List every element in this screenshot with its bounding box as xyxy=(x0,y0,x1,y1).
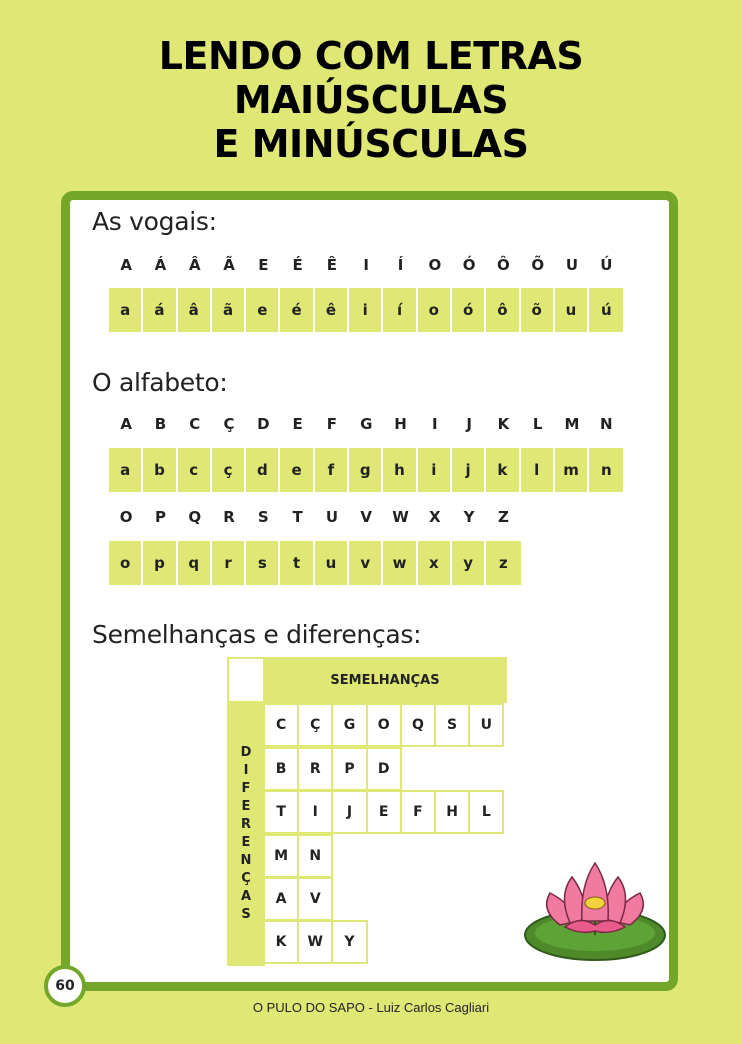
letter-cell: A xyxy=(109,402,143,446)
differences-letter: Ç xyxy=(241,870,251,886)
alphabet-lowercase-row-1 xyxy=(109,448,623,492)
letter-cell: u xyxy=(315,541,349,585)
letter-cell: ó xyxy=(452,288,486,332)
letter-cell: P xyxy=(143,495,177,539)
letter-cell: R xyxy=(212,495,246,539)
letter-cell: í xyxy=(383,288,417,332)
table-letter-cell: C xyxy=(263,703,299,747)
letter-cell: Ó xyxy=(452,243,486,287)
title-line-2: MAIÚSCULAS xyxy=(233,78,509,122)
letter-cell: Õ xyxy=(521,243,555,287)
table-letter-cell: G xyxy=(331,703,367,747)
letter-cell: i xyxy=(418,448,452,492)
table-letter-cell: N xyxy=(297,834,333,878)
letter-cell: T xyxy=(280,495,314,539)
letter-cell: L xyxy=(521,402,555,446)
table-letter-cell: J xyxy=(331,790,367,834)
letter-cell: Á xyxy=(143,243,177,287)
letter-cell: w xyxy=(383,541,417,585)
title-line-1: LENDO COM LETRAS xyxy=(158,34,584,78)
letter-cell: O xyxy=(418,243,452,287)
letter-cell: f xyxy=(315,448,349,492)
table-letter-cell: H xyxy=(434,790,470,834)
letter-cell: U xyxy=(315,495,349,539)
letter-cell: õ xyxy=(521,288,555,332)
letter-cell: j xyxy=(452,448,486,492)
letter-cell: A xyxy=(109,243,143,287)
letter-cell: k xyxy=(486,448,520,492)
letter-cell: Í xyxy=(383,243,417,287)
table-letter-cell: U xyxy=(468,703,504,747)
letter-cell: c xyxy=(178,448,212,492)
table-letter-cell: O xyxy=(366,703,402,747)
letter-cell: H xyxy=(383,402,417,446)
letter-cell: o xyxy=(418,288,452,332)
vowels-heading: As vogais: xyxy=(92,207,217,236)
differences-letter: S xyxy=(241,906,251,922)
letter-cell: S xyxy=(246,495,280,539)
letter-cell: x xyxy=(418,541,452,585)
table-letter-cell: E xyxy=(366,790,402,834)
letter-cell: ú xyxy=(589,288,623,332)
letter-cell: ã xyxy=(212,288,246,332)
letter-cell: a xyxy=(109,288,143,332)
table-letter-cell: I xyxy=(297,790,333,834)
differences-letter: A xyxy=(240,888,252,904)
letter-cell: M xyxy=(555,402,589,446)
letter-cell: ô xyxy=(486,288,520,332)
table-letter-cell: Ç xyxy=(297,703,333,747)
letter-cell: d xyxy=(246,448,280,492)
letter-cell: N xyxy=(589,402,623,446)
letter-cell: i xyxy=(349,288,383,332)
letter-cell: h xyxy=(383,448,417,492)
table-letter-cell: T xyxy=(263,790,299,834)
letter-cell: q xyxy=(178,541,212,585)
letter-cell: l xyxy=(521,448,555,492)
table-letter-cell: M xyxy=(263,834,299,878)
letter-cell: y xyxy=(452,541,486,585)
letter-cell: E xyxy=(246,243,280,287)
title-line-3: E MINÚSCULAS xyxy=(213,122,529,166)
letter-cell: Ç xyxy=(212,402,246,446)
letter-cell: Ú xyxy=(589,243,623,287)
letter-cell: Â xyxy=(178,243,212,287)
page-title xyxy=(0,34,742,166)
letter-cell: u xyxy=(555,288,589,332)
table-letter-cell: L xyxy=(468,790,504,834)
vowels-uppercase-row xyxy=(109,243,623,287)
letter-cell: t xyxy=(280,541,314,585)
letter-cell: J xyxy=(452,402,486,446)
table-letter-cell: P xyxy=(331,747,367,791)
letter-cell: s xyxy=(246,541,280,585)
letter-cell: ç xyxy=(212,448,246,492)
letter-cell: É xyxy=(280,243,314,287)
letter-cell: p xyxy=(143,541,177,585)
table-letter-cell: D xyxy=(366,747,402,791)
differences-letter: I xyxy=(243,762,249,778)
letter-cell: g xyxy=(349,448,383,492)
page-number-badge: 60 xyxy=(44,965,86,1007)
water-lily-illustration xyxy=(520,855,670,965)
differences-letter: E xyxy=(241,834,251,850)
letter-cell: ê xyxy=(315,288,349,332)
letter-cell: o xyxy=(109,541,143,585)
letter-cell: Q xyxy=(178,495,212,539)
table-letter-cell: Q xyxy=(400,703,436,747)
similarities-heading: Semelhanças e diferenças: xyxy=(92,620,422,649)
table-letter-cell: K xyxy=(263,920,299,964)
table-letter-cell: R xyxy=(297,747,333,791)
letter-cell: b xyxy=(143,448,177,492)
table-letter-cell: V xyxy=(297,877,333,921)
table-corner-cell xyxy=(227,657,265,703)
letter-cell: m xyxy=(555,448,589,492)
alphabet-uppercase-row-1 xyxy=(109,402,623,446)
letter-cell: C xyxy=(178,402,212,446)
differences-letter: E xyxy=(241,798,251,814)
letter-cell: Ã xyxy=(212,243,246,287)
letter-cell: U xyxy=(555,243,589,287)
letter-cell: I xyxy=(349,243,383,287)
letter-cell: O xyxy=(109,495,143,539)
table-letter-cell: S xyxy=(434,703,470,747)
table-letter-cell: F xyxy=(400,790,436,834)
table-letter-cell: Y xyxy=(331,920,367,964)
letter-cell: G xyxy=(349,402,383,446)
differences-letter: R xyxy=(240,816,251,832)
letter-cell: D xyxy=(246,402,280,446)
alphabet-uppercase-row-2 xyxy=(109,495,521,539)
letter-cell: Y xyxy=(452,495,486,539)
differences-letter: D xyxy=(240,744,252,760)
alphabet-heading: O alfabeto: xyxy=(92,368,228,397)
letter-cell: v xyxy=(349,541,383,585)
letter-cell: â xyxy=(178,288,212,332)
differences-column xyxy=(227,701,265,966)
letter-cell: r xyxy=(212,541,246,585)
letter-cell: á xyxy=(143,288,177,332)
letter-cell: K xyxy=(486,402,520,446)
footer-credit: O PULO DO SAPO - Luiz Carlos Cagliari xyxy=(252,1000,490,1015)
letter-cell: X xyxy=(418,495,452,539)
letter-cell: I xyxy=(418,402,452,446)
letter-cell: E xyxy=(280,402,314,446)
alphabet-lowercase-row-2 xyxy=(109,541,521,585)
table-letter-cell: W xyxy=(297,920,333,964)
similarities-header: SEMELHANÇAS xyxy=(263,657,507,703)
differences-letter: N xyxy=(240,852,252,868)
table-letter-cell: A xyxy=(263,877,299,921)
letter-cell: Ê xyxy=(315,243,349,287)
table-letter-cell: B xyxy=(263,747,299,791)
letter-cell: Ô xyxy=(486,243,520,287)
letter-cell: e xyxy=(246,288,280,332)
letter-cell: F xyxy=(315,402,349,446)
differences-letter: F xyxy=(241,780,251,796)
letter-cell: B xyxy=(143,402,177,446)
letter-cell: é xyxy=(280,288,314,332)
letter-cell: z xyxy=(486,541,520,585)
letter-cell: a xyxy=(109,448,143,492)
letter-cell: Z xyxy=(486,495,520,539)
letter-cell: n xyxy=(589,448,623,492)
letter-cell: V xyxy=(349,495,383,539)
letter-cell: e xyxy=(280,448,314,492)
letter-cell: W xyxy=(383,495,417,539)
vowels-lowercase-row xyxy=(109,288,623,332)
